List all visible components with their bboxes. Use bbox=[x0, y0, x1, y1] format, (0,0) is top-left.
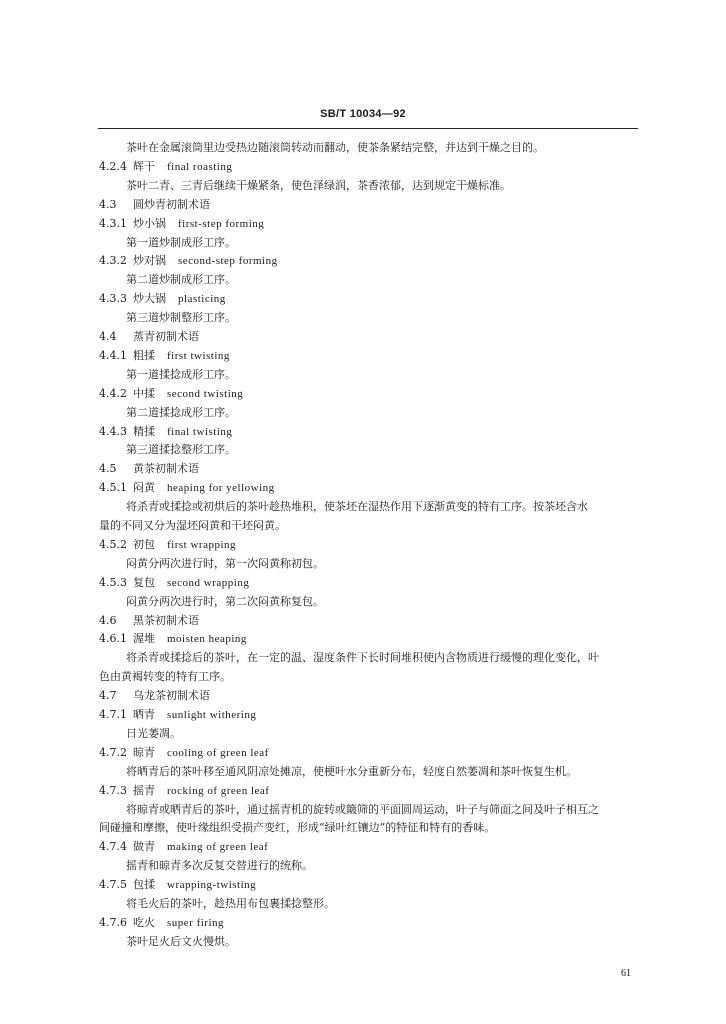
section-title bbox=[133, 195, 210, 214]
paragraph-text: 色由黄褐转变的特有工序。 bbox=[99, 670, 231, 684]
document-header: SB/T 10034—92 bbox=[320, 108, 406, 120]
term-english: final twisting bbox=[167, 425, 233, 438]
term-name bbox=[133, 875, 256, 895]
clause-number: 4.5.3 bbox=[99, 575, 127, 589]
term-chinese: 做青 bbox=[133, 840, 155, 854]
term-entry bbox=[0, 705, 726, 724]
paragraph-continuation-line bbox=[0, 667, 726, 686]
clause-number: 4.3.2 bbox=[99, 254, 127, 268]
term-entry bbox=[0, 573, 726, 592]
paragraph-text: 间碰撞和摩擦，使叶缘组织受损产变红，形成“绿叶红镶边”的特征和特有的香味。 bbox=[99, 821, 496, 835]
paragraph-text: 第一道揉捻成形工序。 bbox=[126, 367, 236, 381]
clause-number: 4.4.2 bbox=[99, 386, 127, 400]
paragraph-line bbox=[0, 365, 726, 384]
clause-number: 4.6 bbox=[99, 613, 117, 627]
paragraph-text: 第三道揉捻整形工序。 bbox=[126, 443, 236, 457]
term-entry bbox=[0, 251, 726, 270]
paragraph-line bbox=[0, 440, 726, 459]
paragraph-line bbox=[0, 932, 726, 951]
paragraph-line bbox=[0, 894, 726, 913]
term-chinese: 渥堆 bbox=[133, 632, 155, 646]
paragraph-text: 第二道炒制成形工序。 bbox=[126, 273, 236, 287]
term-chinese: 中揉 bbox=[133, 386, 155, 400]
term-entry bbox=[0, 478, 726, 497]
term-entry bbox=[0, 289, 726, 308]
paragraph-text: 茶叶足火后文火慢烘。 bbox=[126, 934, 236, 948]
term-name bbox=[133, 384, 243, 404]
paragraph-line bbox=[0, 800, 726, 819]
term-chinese: 粗揉 bbox=[133, 348, 155, 362]
term-chinese: 复包 bbox=[133, 575, 155, 589]
term-english: sunlight withering bbox=[167, 709, 257, 721]
paragraph-line bbox=[0, 403, 726, 422]
term-english: first-step forming bbox=[178, 217, 265, 230]
term-english: cooling of green leaf bbox=[167, 746, 269, 759]
paragraph-text: 第二道揉捻成形工序。 bbox=[126, 405, 236, 419]
term-name bbox=[133, 214, 264, 234]
term-english: super firing bbox=[167, 916, 225, 929]
term-name bbox=[133, 837, 268, 857]
term-entry bbox=[0, 157, 726, 176]
term-chinese: 精揉 bbox=[133, 424, 155, 438]
section-heading bbox=[0, 611, 726, 630]
term-english: making of green leaf bbox=[167, 841, 269, 854]
term-chinese: 辉干 bbox=[133, 159, 155, 173]
term-name bbox=[133, 573, 249, 593]
term-chinese: 蒸青初制术语 bbox=[133, 330, 199, 343]
paragraph-line bbox=[0, 856, 726, 875]
clause-number: 4.3.1 bbox=[99, 216, 127, 230]
clause-number: 4.7.3 bbox=[99, 783, 127, 797]
term-chinese: 闷黄 bbox=[133, 481, 155, 495]
term-name bbox=[133, 629, 247, 649]
term-name bbox=[133, 478, 275, 498]
paragraph-line bbox=[0, 270, 726, 289]
paragraph-text: 茶叶在金属滚筒里边受热边随滚筒转动而翻动，使茶条紧结完整，并达到干燥之目的。 bbox=[126, 141, 544, 154]
section-title bbox=[133, 327, 199, 346]
term-entry bbox=[0, 422, 726, 441]
term-chinese: 黑茶初制术语 bbox=[133, 613, 199, 627]
term-entry bbox=[0, 346, 726, 365]
term-entry bbox=[0, 384, 726, 403]
term-english: plasticing bbox=[178, 293, 226, 306]
paragraph-line bbox=[0, 176, 726, 195]
clause-number: 4.7 bbox=[99, 689, 117, 703]
paragraph-line bbox=[0, 233, 726, 252]
term-name bbox=[133, 422, 232, 442]
section-title bbox=[133, 459, 199, 478]
term-entry bbox=[0, 875, 726, 894]
clause-number: 4.5.1 bbox=[99, 481, 127, 495]
clause-number: 4.5 bbox=[99, 462, 117, 476]
clause-number: 4.7.1 bbox=[99, 708, 127, 721]
paragraph-line bbox=[0, 762, 726, 781]
section-heading bbox=[0, 686, 726, 705]
term-chinese: 吃火 bbox=[133, 915, 155, 929]
clause-number: 4.4 bbox=[99, 330, 117, 343]
term-english: second-step forming bbox=[178, 255, 278, 268]
term-chinese: 圆炒青初制术语 bbox=[133, 197, 210, 211]
paragraph-text: 量的不同又分为湿坯闷黄和干坯闷黄。 bbox=[99, 519, 286, 532]
term-english: final roasting bbox=[167, 160, 233, 173]
clause-number: 4.4.1 bbox=[99, 348, 127, 362]
term-english: second wrapping bbox=[167, 576, 250, 589]
term-name bbox=[133, 289, 226, 309]
term-chinese: 黄茶初制术语 bbox=[133, 462, 199, 476]
term-name bbox=[133, 251, 278, 271]
clause-number: 4.7.4 bbox=[99, 840, 127, 854]
paragraph-line bbox=[0, 648, 726, 667]
term-name bbox=[133, 705, 256, 725]
paragraph-text: 第一道炒制成形工序。 bbox=[126, 235, 236, 249]
term-name bbox=[133, 913, 224, 933]
paragraph-text: 闷黄分两次进行时，第二次闷黄称复包。 bbox=[126, 594, 324, 608]
section-title bbox=[133, 611, 199, 630]
term-chinese: 晒青 bbox=[133, 708, 155, 721]
term-chinese: 摇青 bbox=[133, 783, 155, 797]
term-name bbox=[133, 346, 230, 366]
paragraph-continuation-line bbox=[0, 818, 726, 837]
term-name bbox=[133, 157, 232, 177]
section-heading bbox=[0, 459, 726, 478]
term-chinese: 乌龙茶初制术语 bbox=[133, 689, 210, 703]
term-english: second twisting bbox=[167, 387, 244, 400]
paragraph-text: 摇青和晾青多次反复交替进行的统称。 bbox=[126, 859, 313, 873]
paragraph-text: 将晒青后的茶叶移至通风阴凉处摊凉，使梗叶水分重新分布，轻度自然萎凋和茶叶恢复生机。 bbox=[126, 764, 577, 778]
term-entry bbox=[0, 629, 726, 648]
page-number: 61 bbox=[621, 968, 631, 979]
term-english: first wrapping bbox=[167, 538, 237, 551]
paragraph-text: 将杀青或揉捻或初烘后的茶叶趁热堆积，使茶坯在湿热作用下逐渐黄变的特有工序。按茶坯含水 bbox=[126, 500, 588, 514]
term-chinese: 包揉 bbox=[133, 878, 155, 892]
term-entry bbox=[0, 535, 726, 554]
paragraph-line bbox=[0, 138, 726, 157]
section-title bbox=[133, 686, 210, 705]
term-chinese: 炒对锅 bbox=[133, 254, 166, 268]
paragraph-text: 日光萎凋。 bbox=[126, 726, 181, 740]
term-entry bbox=[0, 837, 726, 856]
paragraph-line bbox=[0, 724, 726, 743]
clause-number: 4.7.2 bbox=[99, 745, 127, 759]
paragraph-text: 将晾青或晒青后的茶叶，通过摇青机的旋转或簸筛的平面圆周运动，叶子与筛面之间及叶子相互之 bbox=[126, 802, 599, 816]
header-rule bbox=[98, 128, 638, 129]
term-entry bbox=[0, 781, 726, 800]
paragraph-continuation-line bbox=[0, 516, 726, 535]
clause-number: 4.5.2 bbox=[99, 537, 127, 551]
term-name bbox=[133, 535, 236, 555]
term-english: wrapping-twisting bbox=[167, 879, 257, 892]
clause-number: 4.4.3 bbox=[99, 424, 127, 438]
term-name bbox=[133, 743, 269, 763]
section-heading bbox=[0, 195, 726, 214]
clause-number: 4.7.6 bbox=[99, 915, 127, 929]
clause-number: 4.3.3 bbox=[99, 292, 127, 306]
clause-number: 4.7.5 bbox=[99, 878, 127, 892]
paragraph-text: 茶叶二青、三青后继续干燥紧条，使色泽绿润，茶香浓郁，达到规定干燥标准。 bbox=[126, 178, 511, 192]
paragraph-text: 闷黄分两次进行时，第一次闷黄称初包。 bbox=[126, 556, 324, 570]
paragraph-text: 将毛火后的茶叶，趁热用布包裹揉捻整形。 bbox=[126, 897, 335, 910]
paragraph-text: 将杀青或揉捻后的茶叶，在一定的温、湿度条件下长时间堆积使内含物质进行缓慢的理化变化，叶 bbox=[126, 651, 599, 665]
paragraph-line bbox=[0, 308, 726, 327]
term-chinese: 晾青 bbox=[133, 745, 155, 759]
term-english: heaping for yellowing bbox=[167, 482, 275, 495]
clause-number: 4.2.4 bbox=[99, 159, 127, 173]
term-english: first twisting bbox=[167, 349, 230, 362]
paragraph-line bbox=[0, 497, 726, 516]
term-chinese: 初包 bbox=[133, 537, 155, 551]
term-chinese: 炒大锅 bbox=[133, 292, 166, 306]
term-english: moisten heaping bbox=[167, 633, 247, 646]
clause-number: 4.3 bbox=[99, 197, 117, 211]
term-entry bbox=[0, 214, 726, 233]
clause-number: 4.6.1 bbox=[99, 632, 127, 646]
paragraph-text: 第三道炒制整形工序。 bbox=[126, 311, 236, 325]
term-entry bbox=[0, 913, 726, 932]
paragraph-line bbox=[0, 554, 726, 573]
paragraph-line bbox=[0, 592, 726, 611]
term-chinese: 炒小锅 bbox=[133, 216, 166, 230]
section-heading bbox=[0, 327, 726, 346]
term-entry bbox=[0, 743, 726, 762]
term-name bbox=[133, 781, 269, 801]
term-english: rocking of green leaf bbox=[167, 784, 270, 797]
